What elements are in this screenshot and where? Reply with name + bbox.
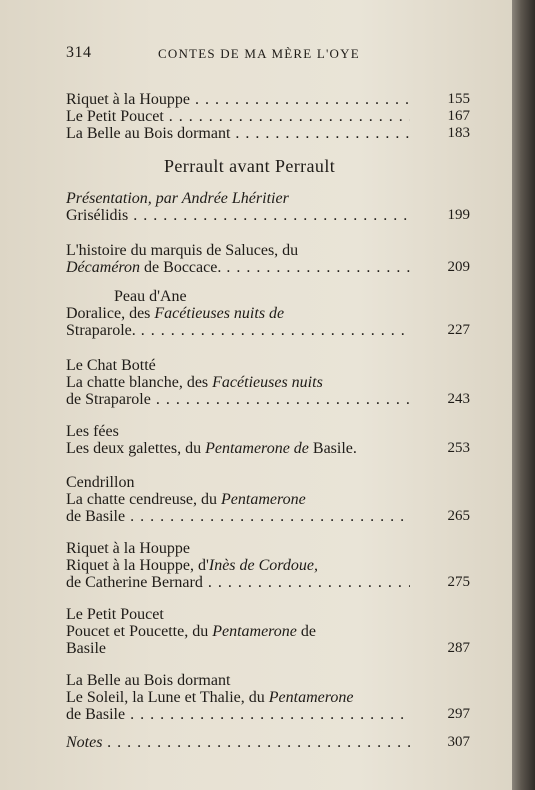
toc-page: 199 bbox=[447, 207, 470, 223]
toc-notes[interactable]: Notes . . . 307 bbox=[66, 734, 470, 751]
toc-page: 253 bbox=[447, 440, 470, 456]
toc-page: 183 bbox=[447, 125, 470, 141]
toc-chat-botte[interactable]: Le Chat Botté La chatte blanche, des Facétieuses nuits de Straparole . . . 243 bbox=[66, 357, 470, 408]
section-title: Perrault avant Perrault bbox=[164, 156, 336, 176]
toc-page: 209 bbox=[447, 259, 470, 275]
toc-entry[interactable]: Riquet à la Houppe . . . 155 bbox=[66, 91, 470, 108]
toc-entry[interactable]: Le Petit Poucet . . . 167 bbox=[66, 108, 470, 125]
toc-entry[interactable]: La Belle au Bois dormant . . . 183 bbox=[66, 125, 470, 142]
toc-petit-poucet[interactable]: Le Petit Poucet Poucet et Poucette, du Pentamerone de Basile 287 bbox=[66, 606, 470, 657]
toc-page: 155 bbox=[447, 91, 470, 107]
toc-top-entries bbox=[66, 91, 470, 142]
toc-page: 227 bbox=[447, 322, 470, 338]
page-edge bbox=[512, 0, 535, 790]
toc-page: 275 bbox=[447, 574, 470, 590]
toc-presentation[interactable]: Présentation, par Andrée Lhéritier Grisélidis . . . 199 bbox=[66, 190, 470, 224]
toc-les-fees[interactable]: Les fées Les deux galettes, du Pentamerone de Basile. 253 bbox=[66, 423, 470, 457]
toc-page: 287 bbox=[447, 640, 470, 656]
toc-saluces[interactable]: L'histoire du marquis de Saluces, du Décaméron de Boccace. . . . 209 bbox=[66, 242, 470, 276]
toc-belle-au-bois[interactable]: La Belle au Bois dormant Le Soleil, la Lune et Thalie, du Pentamerone de Basile . . . 297 bbox=[66, 672, 470, 723]
toc-entry[interactable]: Grisélidis . . . 199 bbox=[66, 207, 470, 224]
toc-peau-d-ane[interactable]: Peau d'Ane Doralice, des Facétieuses nuits de Straparole. . . . 227 bbox=[66, 288, 470, 339]
toc-page: 243 bbox=[447, 391, 470, 407]
page-number: 314 bbox=[66, 44, 92, 61]
running-title: CONTES DE MA MÈRE L'OYE bbox=[158, 46, 360, 61]
toc-page: 307 bbox=[447, 734, 470, 750]
toc-cendrillon[interactable]: Cendrillon La chatte cendreuse, du Pentamerone de Basile . . . 265 bbox=[66, 474, 470, 525]
toc-page: 167 bbox=[447, 108, 470, 124]
toc-page: 297 bbox=[447, 706, 470, 722]
toc-riquet[interactable]: Riquet à la Houppe Riquet à la Houppe, d'Inès de Cordoue, de Catherine Bernard . . . 275 bbox=[66, 540, 470, 591]
toc-page: 265 bbox=[447, 508, 470, 524]
